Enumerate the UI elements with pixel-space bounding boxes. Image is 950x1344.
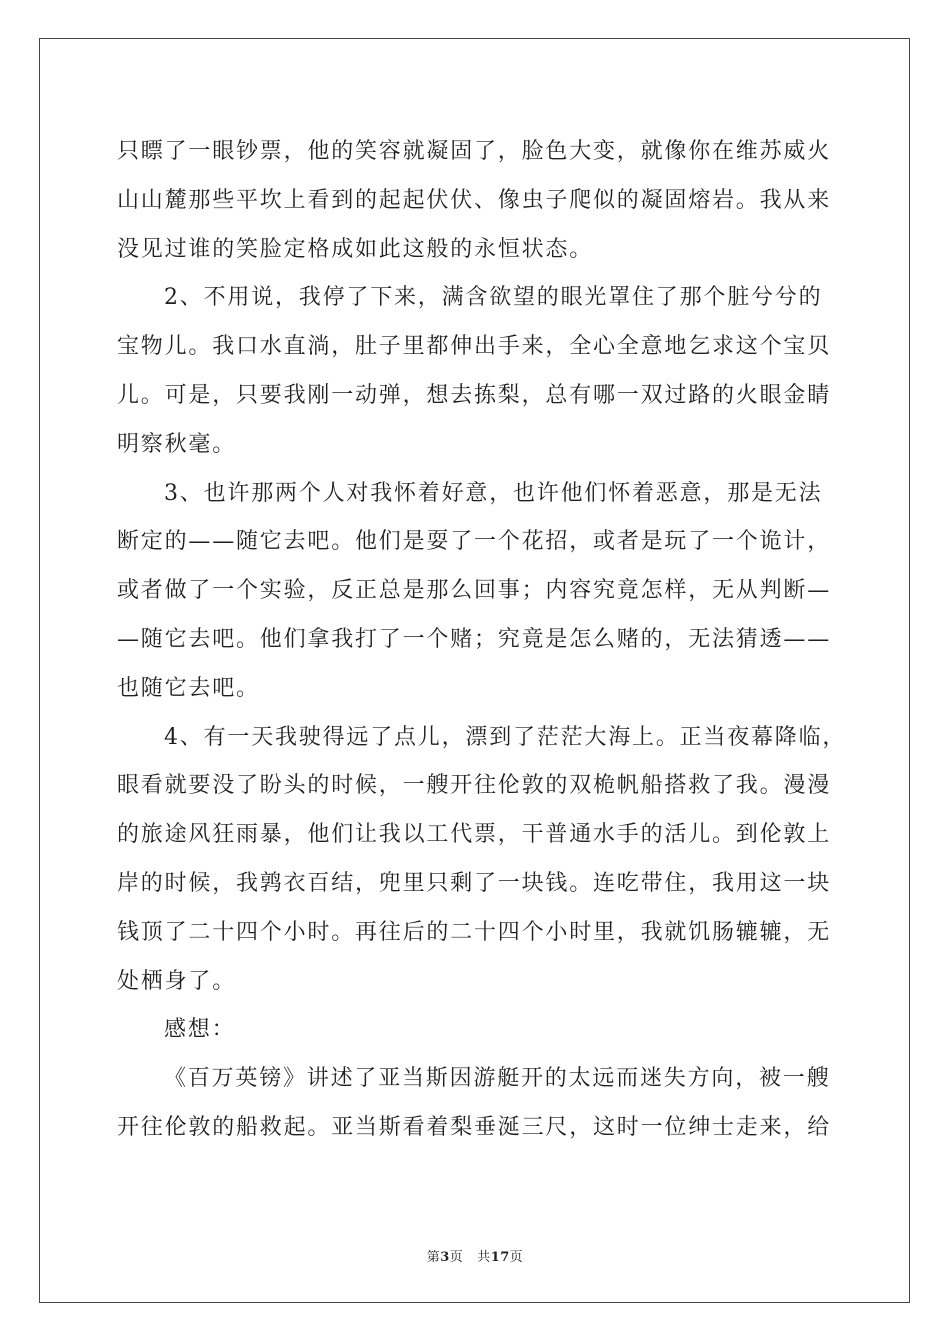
text-line: 4、有一天我驶得远了点儿，漂到了茫茫大海上。正当夜幕降临， [164,724,847,750]
footer-total-suffix: 页 [509,1250,524,1265]
text-line: 《百万英镑》讲述了亚当斯因游艇开的太远而迷失方向，被一艘 [164,1066,831,1092]
text-line: 钱顶了二十四个小时。再往后的二十四个小时里，我就饥肠辘辘，无 [117,919,832,945]
text-line: 明察秋毫。 [117,431,237,457]
footer-page-suffix: 页 [449,1250,464,1265]
text-line: 3、也许那两个人对我怀着好意，也许他们怀着恶意，那是无法 [164,480,823,506]
text-line: 没见过谁的笑脸定格成如此这般的永恒状态。 [117,236,594,262]
text-line: —随它去吧。他们拿我打了一个赌；究竟是怎么赌的，无法猜透—— [117,626,832,652]
text-line: 处栖身了。 [117,968,237,994]
text-line: 也随它去吧。 [117,675,260,701]
footer-page-prefix: 第 [426,1250,441,1265]
text-line: 或者做了一个实验，反正总是那么回事；内容究竟怎样，无从判断— [117,578,832,604]
text-line: 断定的——随它去吧。他们是耍了一个花招，或者是玩了一个诡计， [117,529,832,555]
text-line: 只瞟了一眼钞票，他的笑容就凝固了，脸色大变，就像你在维苏威火 [117,139,832,164]
footer-total-pages: 17 [490,1250,510,1265]
text-line: 眼看就要没了盼头的时候，一艘开往伦敦的双桅帆船搭救了我。漫漫 [117,773,832,799]
footer-page-number: 3 [440,1250,450,1265]
text-line: 感想： [164,1017,236,1043]
page-footer [0,1246,950,1265]
document-body [117,132,847,1157]
text-line: 的旅途风狂雨暴，他们让我以工代票，干普通水手的活儿。到伦敦上 [117,822,832,848]
text-line: 宝物儿。我口水直淌，肚子里都伸出手来，全心全意地乞求这个宝贝 [117,334,832,360]
text-line: 山山麓那些平坎上看到的起起伏伏、像虫子爬似的凝固熔岩。我从来 [117,187,832,213]
footer-total-prefix: 共 [477,1250,491,1265]
text-line: 开往伦敦的船救起。亚当斯看着梨垂涎三尺，这时一位绅士走来，给 [117,1114,832,1140]
text-line: 岸的时候，我鹑衣百结，兜里只剩了一块钱。连吃带住，我用这一块 [117,870,832,896]
text-line: 2、不用说，我停了下来，满含欲望的眼光罩住了那个脏兮兮的 [164,285,823,311]
text-line: 儿。可是，只要我刚一动弹，想去拣梨，总有哪一双过路的火眼金睛 [117,382,832,408]
